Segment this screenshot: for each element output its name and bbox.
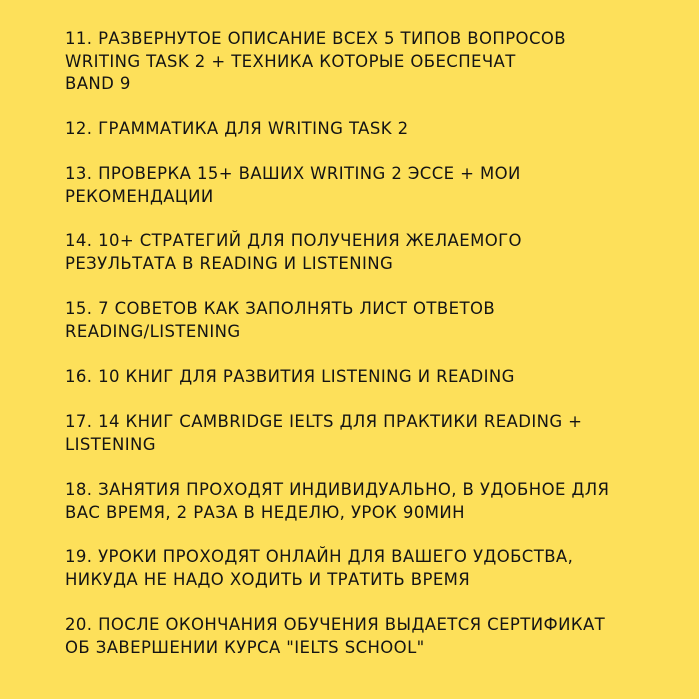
list-item-12 [65,118,665,141]
item-line: 19. УРОКИ ПРОХОДЯТ ОНЛАЙН ДЛЯ ВАШЕГО УДОБСТВА, [65,547,574,566]
list-item-13 [65,163,665,208]
list-item-11 [65,28,665,96]
item-line: НИКУДА НЕ НАДО ХОДИТЬ И ТРАТИТЬ ВРЕМЯ [65,569,471,589]
item-line: WRITING TASK 2 + ТЕХНИКА КОТОРЫЕ ОБЕСПЕЧАТ [65,51,516,71]
item-line: 15. 7 СОВЕТОВ КАК ЗАПОЛНЯТЬ ЛИСТ ОТВЕТОВ [65,299,496,318]
item-line: READING/LISTENING [65,321,241,341]
item-line: РЕКОМЕНДАЦИИ [65,186,214,206]
item-line: 18. ЗАНЯТИЯ ПРОХОДЯТ ИНДИВИДУАЛЬНО, В УДОБНОЕ ДЛЯ [65,480,610,499]
item-line: ОБ ЗАВЕРШЕНИИ КУРСА "IELTS SCHOOL" [65,637,425,657]
list-item-17 [65,411,665,456]
list-item-16 [65,366,665,389]
list-item-14 [65,230,665,275]
item-line: ВАС ВРЕМЯ, 2 РАЗА В НЕДЕЛЮ, УРОК 90МИН [65,502,465,522]
item-line: 11. РАЗВЕРНУТОЕ ОПИСАНИЕ ВСЕХ 5 ТИПОВ ВОПРОСОВ [65,29,566,48]
item-line: 13. ПРОВЕРКА 15+ ВАШИХ WRITING 2 ЭССЕ + МОИ [65,164,521,183]
list-item-19 [65,546,665,591]
list-item-20 [65,614,665,659]
item-line: 17. 14 КНИГ CAMBRIDGE IELTS ДЛЯ ПРАКТИКИ READING + [65,412,583,431]
item-line: РЕЗУЛЬТАТА В READING И LISTENING [65,253,394,273]
list-item-15 [65,298,665,343]
item-line: 14. 10+ СТРАТЕГИЙ ДЛЯ ПОЛУЧЕНИЯ ЖЕЛАЕМОГО [65,231,522,250]
item-line: BAND 9 [65,74,131,93]
item-line: 20. ПОСЛЕ ОКОНЧАНИЯ ОБУЧЕНИЯ ВЫДАЕТСЯ СЕРТИФИКАТ [65,615,606,634]
list-item-18 [65,479,665,524]
item-line: 12. ГРАММАТИКА ДЛЯ WRITING TASK 2 [65,119,409,138]
item-line: LISTENING [65,434,156,454]
item-line: 16. 10 КНИГ ДЛЯ РАЗВИТИЯ LISTENING И READING [65,367,515,386]
